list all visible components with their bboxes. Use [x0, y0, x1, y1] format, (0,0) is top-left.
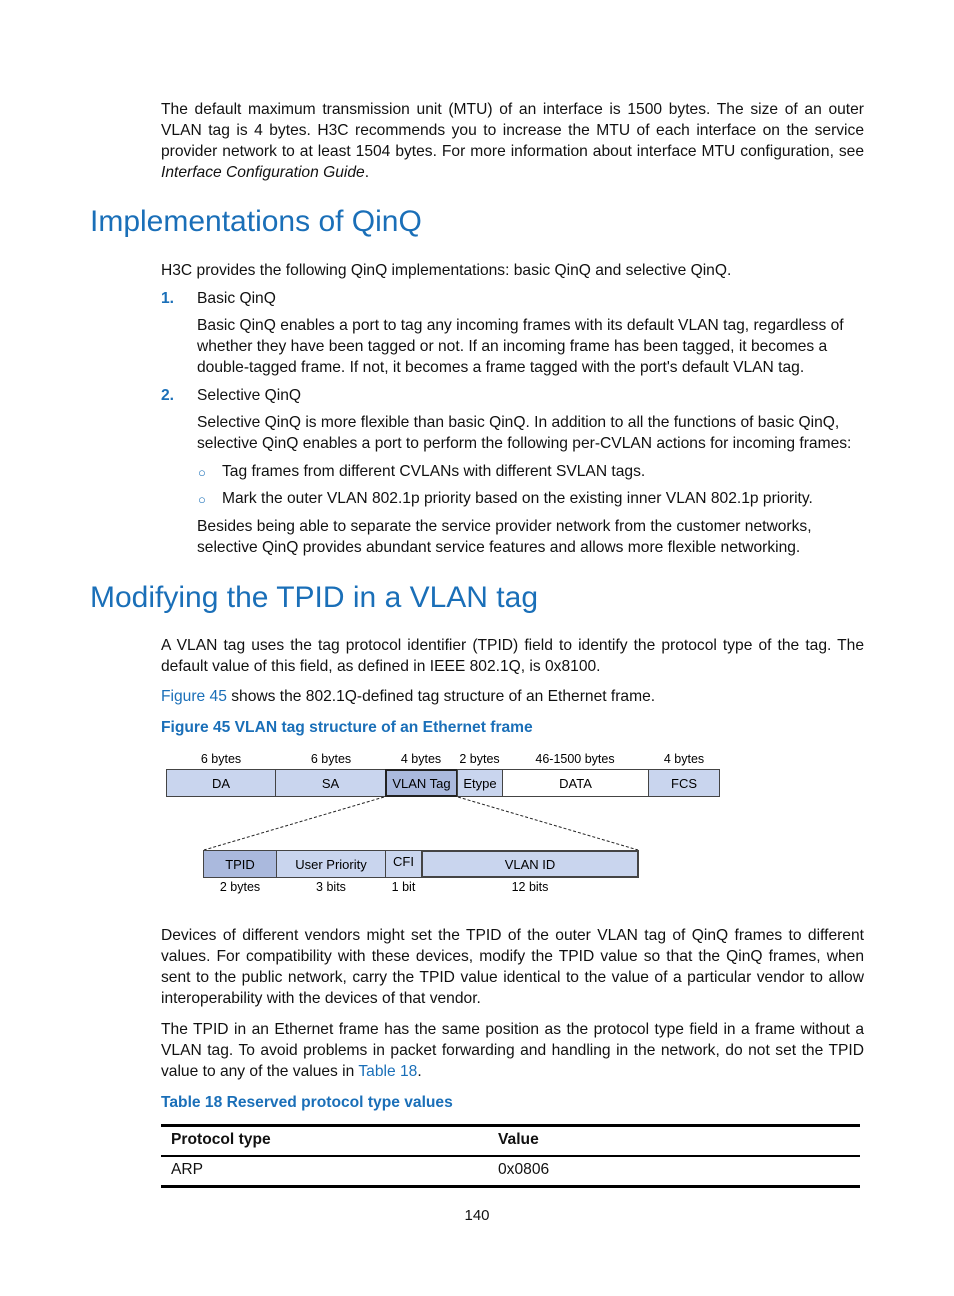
- basic-qinq-description: Basic QinQ enables a port to tag any incoming frames with its default VLAN tag, regardless of whether they have been tagged or not. If an incoming frame has been tagged, it becomes a double-tagged frame. If not, it becomes a frame tagged with the port's default VLAN tag.: [197, 317, 844, 376]
- figure-reference-paragraph: [161, 686, 864, 707]
- section1-intro: H3C provides the following QinQ implementations: basic QinQ and selective QinQ.: [161, 262, 732, 279]
- size-label: 6 bytes: [310, 752, 352, 766]
- bullet-circle-icon: ○: [198, 492, 206, 507]
- table-header-protocol: Protocol type: [171, 1131, 271, 1148]
- field-da: DA: [166, 769, 276, 797]
- table-header-value: Value: [498, 1131, 539, 1148]
- vlan-tag-structure-figure: [160, 746, 730, 896]
- size-label: 6 bytes: [200, 752, 242, 766]
- section-heading-implementations: Implementations of QinQ: [90, 205, 422, 238]
- table-caption: Table 18 Reserved protocol type values: [161, 1094, 453, 1111]
- size-label: 1 bit: [391, 880, 416, 894]
- table-cell-value: 0x0806: [498, 1161, 550, 1178]
- reserved-protocol-table: [161, 1124, 860, 1188]
- field-sa: SA: [275, 769, 386, 797]
- size-label: 2 bytes: [219, 880, 261, 894]
- field-cfi: CFI: [385, 850, 422, 878]
- field-data: DATA: [502, 769, 649, 797]
- size-label: 3 bits: [316, 880, 346, 894]
- size-label: 4 bytes: [663, 752, 705, 766]
- table-bottom-rule: [161, 1185, 860, 1188]
- size-label: 46-1500 bytes: [535, 752, 615, 766]
- field-fcs: FCS: [648, 769, 720, 797]
- table-18-link[interactable]: Table 18: [358, 1063, 418, 1080]
- tpid-paragraph-3-text: The TPID in an Ethernet frame has the same position as the protocol type field in a frame without a VLAN tag. To avoid problems in packet forwarding and handling in the network, do not set the TPID value to any of the values in: [161, 1021, 864, 1080]
- bullet-item: Tag frames from different CVLANs with different SVLAN tags.: [222, 463, 646, 480]
- table-row: [161, 1157, 860, 1185]
- list-number-2: 2.: [161, 387, 175, 404]
- figure-45-link[interactable]: Figure 45: [161, 688, 227, 705]
- page-number: 140: [464, 1207, 490, 1224]
- selective-qinq-closing: Besides being able to separate the service provider network from the customer networks, selective QinQ provides abundant service features and allows more flexible networking.: [197, 518, 812, 556]
- tpid-paragraph-2: Devices of different vendors might set the TPID of the outer VLAN tag of QinQ frames to different values. For compatibility with these devices, modify the TPID value so that the QinQ frames, when sent to the public network, carry the TPID value identical to the value of a particular vendor to allow interoperability with the devices of that vendor.: [161, 927, 864, 1007]
- field-user-priority: User Priority: [276, 850, 386, 878]
- list-item-basic-qinq: Basic QinQ: [197, 290, 276, 307]
- section-heading-tpid: Modifying the TPID in a VLAN tag: [90, 581, 539, 614]
- list-number-1: 1.: [161, 290, 175, 307]
- size-label: 2 bytes: [459, 752, 500, 766]
- tpid-paragraph-3-end: .: [417, 1063, 422, 1080]
- tpid-paragraph-3: [161, 1019, 864, 1082]
- size-label: 12 bits: [511, 880, 549, 894]
- table-cell-protocol: ARP: [171, 1161, 204, 1178]
- intro-text: The default maximum transmission unit (MTU) of an interface is 1500 bytes. The size of an outer VLAN tag is 4 bytes. H3C recommends you to increase the MTU of each interface on the service provider network to at least 1504 bytes. For more information about interface MTU configuration, see: [161, 101, 864, 160]
- bullet-item: Mark the outer VLAN 802.1p priority based on the existing inner VLAN 802.1p priority.: [222, 490, 813, 507]
- list-item-selective-qinq: Selective QinQ: [197, 387, 302, 404]
- field-vlan-tag: VLAN Tag: [385, 769, 458, 797]
- field-etype: Etype: [457, 769, 503, 797]
- field-vlan-id: VLAN ID: [421, 850, 639, 878]
- intro-reference: Interface Configuration Guide: [161, 164, 365, 181]
- table-header-row: [161, 1127, 860, 1155]
- tpid-paragraph-1: A VLAN tag uses the tag protocol identifier (TPID) field to identify the protocol type of the tag. The default value of this field, as defined in IEEE 802.1Q, is 0x8100.: [161, 637, 864, 675]
- field-tpid: TPID: [203, 850, 277, 878]
- selective-qinq-description: Selective QinQ is more flexible than basic QinQ. In addition to all the functions of basic QinQ, selective QinQ enables a port to perform the following per-CVLAN actions for incoming frames:: [197, 414, 852, 452]
- bullet-circle-icon: ○: [198, 465, 206, 480]
- figure-caption: Figure 45 VLAN tag structure of an Ethernet frame: [161, 719, 533, 736]
- figure-reference-text: shows the 802.1Q-defined tag structure of an Ethernet frame.: [226, 688, 656, 705]
- size-label: 4 bytes: [400, 752, 442, 766]
- intro-end: .: [364, 164, 370, 181]
- intro-paragraph: [161, 99, 864, 183]
